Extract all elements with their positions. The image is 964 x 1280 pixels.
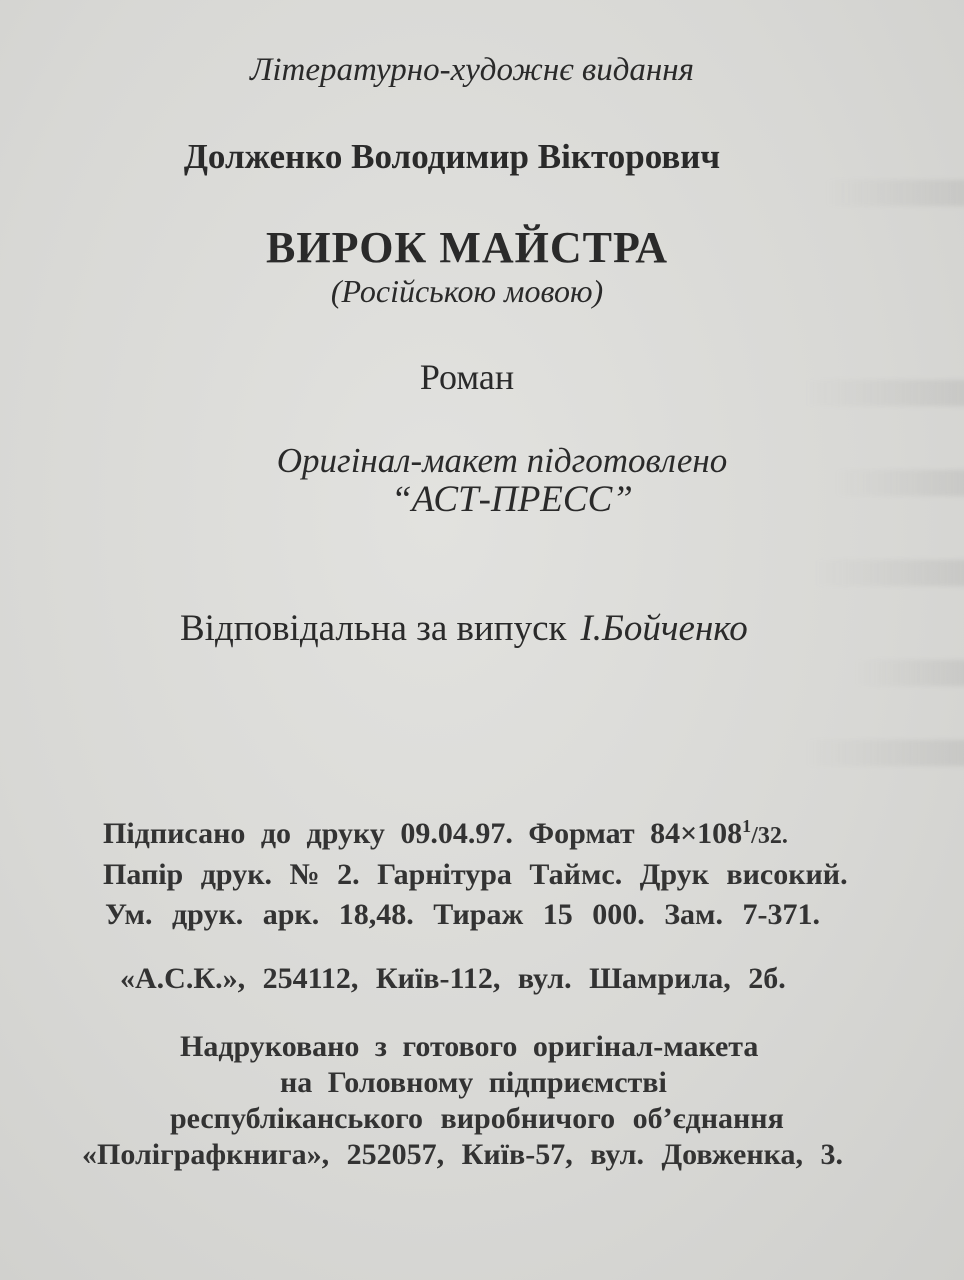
genre-line: Літературно-художнє видання xyxy=(250,52,694,88)
layout-credit-publisher: “АСТ-ПРЕСС” xyxy=(391,479,633,520)
bleed-through-mark xyxy=(814,560,964,586)
genre-type: Роман xyxy=(419,357,515,397)
book-title: ВИРОК МАЙСТРА xyxy=(266,223,668,272)
imprint-line-1 xyxy=(103,816,788,851)
bleed-through-mark xyxy=(854,660,964,686)
layout-credit-line: Оригінал-макет підготовлено xyxy=(276,441,728,480)
printing-info-line-2: на Головному підприємстві xyxy=(280,1066,667,1099)
printing-info-line-4: «Поліграфкнига», 252057, Київ-57, вул. Довженка, 3. xyxy=(82,1138,843,1171)
format-superscript: 1 xyxy=(742,816,752,836)
author-name: Долженко Володимир Вікторович xyxy=(183,137,721,176)
imprint-line-1-text: Підписано до друку 09.04.97. Формат 84×108 xyxy=(103,817,743,850)
language-note: (Російською мовою) xyxy=(330,273,604,309)
imprint-line-3: Ум. друк. арк. 18,48. Тираж 15 000. Зам. 7-371. xyxy=(105,898,820,931)
publisher-address: «А.С.К.», 254112, Київ-112, вул. Шамрила, 2б. xyxy=(120,962,786,995)
bleed-through-mark xyxy=(824,180,964,206)
editor-credit xyxy=(180,607,748,650)
editor-label: Відповідальна за випуск xyxy=(180,608,567,649)
format-denominator: /32. xyxy=(751,823,788,849)
bleed-through-mark xyxy=(804,740,964,766)
imprint-line-2: Папір друк. № 2. Гарнітура Таймс. Друк високий. xyxy=(103,858,848,891)
editor-name: І.Бойченко xyxy=(580,608,748,649)
printing-info-line-3: республіканського виробничого об’єднання xyxy=(170,1102,784,1135)
printing-info-line-1: Надруковано з готового оригінал-макета xyxy=(180,1030,759,1063)
